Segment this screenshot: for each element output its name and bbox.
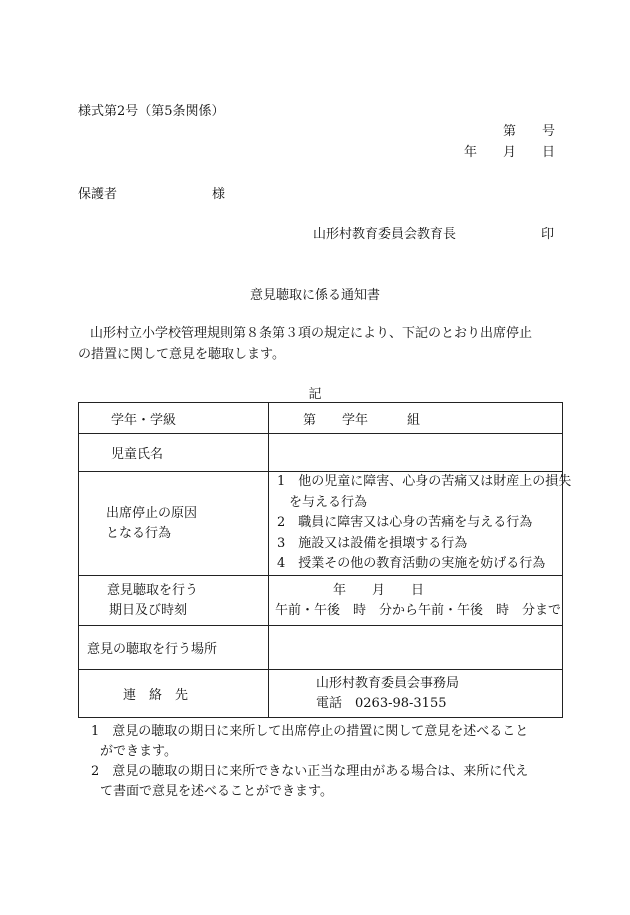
body-line-2: の措置に関して意見を聴取します。 — [78, 347, 285, 362]
issuer-name: 山形村教育委員会教育長 — [313, 227, 457, 242]
table-row-cause — [79, 472, 563, 576]
cause-item: 3 施設又は設備を損壊する行為 — [277, 535, 468, 551]
guardian-label: 保護者 — [78, 187, 118, 202]
notes — [78, 722, 568, 802]
body-line-1: 山形村立小学校管理規則第８条第３項の規定により、下記のとおり出席停止 — [90, 326, 533, 341]
contact-label: 連 絡 先 — [79, 670, 269, 718]
datetime-label-line-1: 意見聴取を行う — [107, 582, 199, 598]
guardian-honorific: 様 — [212, 187, 226, 202]
grade-label: 学年・学級 — [79, 403, 269, 434]
note-item-continued: ができます。 — [100, 744, 177, 759]
contact-value — [269, 670, 563, 718]
contact-phone: 電話 0263-98-3155 — [316, 695, 447, 711]
cause-label-line-2: となる行為 — [106, 525, 172, 541]
note-item: 1 意見の聴取の期日に来所して出席停止の措置に関して意見を述べること — [91, 724, 529, 739]
cause-label-line-1: 出席停止の原因 — [106, 505, 198, 521]
table-row-grade — [79, 403, 563, 434]
cause-item-continued: を与える行為 — [289, 494, 368, 510]
cause-label — [79, 472, 269, 576]
form-number: 様式第2号（第5条関係） — [78, 104, 225, 119]
datetime-value — [269, 576, 563, 626]
place-label: 意見の聴取を行う場所 — [79, 626, 269, 670]
cause-items — [269, 472, 572, 576]
datetime-time: 午前・午後 時 分から午前・午後 時 分まで — [275, 602, 562, 618]
note-item-continued: て書面で意見を述べることができます。 — [100, 784, 333, 799]
grade-value: 第 学年 組 — [269, 403, 563, 434]
table-row-datetime — [79, 576, 563, 626]
date-line: 年 月 日 — [463, 145, 555, 160]
table-row-name — [79, 434, 563, 472]
datetime-label — [79, 576, 269, 626]
student-name-field[interactable] — [269, 434, 563, 472]
table-row-contact — [79, 670, 563, 718]
document-title: 意見聴取に係る通知書 — [249, 288, 380, 303]
note-item: 2 意見の聴取の期日に来所できない正当な理由がある場合は、来所に代え — [91, 764, 529, 779]
table-row-place — [79, 626, 563, 670]
seal-mark: 印 — [541, 227, 555, 242]
details-table — [78, 402, 572, 718]
cause-item: 2 職員に障害又は心身の苦痛を与える行為 — [277, 515, 533, 531]
datetime-label-line-2: 期日及び時刻 — [109, 602, 188, 618]
cause-item: 4 授業その他の教育活動の実施を妨げる行為 — [277, 556, 546, 572]
ki-heading: 記 — [308, 387, 322, 402]
document-number-line: 第 号 — [503, 124, 556, 139]
cause-item: 1 他の児童に障害、心身の苦痛又は財産上の損失 — [277, 474, 572, 490]
contact-organization: 山形村教育委員会事務局 — [316, 675, 460, 691]
datetime-date: 年 月 日 — [333, 582, 425, 598]
place-field[interactable] — [269, 626, 563, 670]
student-name-label: 児童氏名 — [79, 434, 269, 472]
